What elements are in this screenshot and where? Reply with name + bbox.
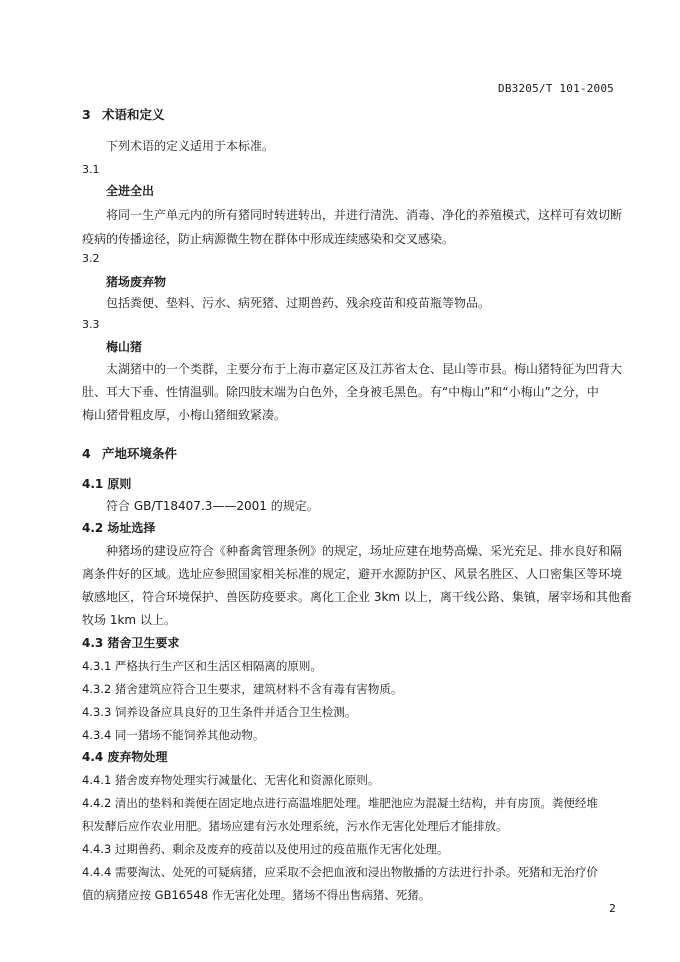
term-title: 梅山猪 [106, 340, 143, 354]
subsection-heading: 4.2 场址选择 [82, 521, 156, 535]
paragraph-line: 下列术语的定义适用于本标准。 [106, 139, 275, 153]
clause-line: 值的病猪应按 GB16548 作无害化处理。猪场不得出售病猪、死猪。 [82, 888, 431, 902]
paragraph-line: 包括粪便、垫料、污水、病死猪、过期兽药、残余疫苗和疫苗瓶等物品。 [106, 296, 491, 310]
term-title: 猪场废弃物 [106, 275, 167, 289]
subsection-heading: 4.1 原则 [82, 477, 132, 491]
section-number: 4 [82, 446, 91, 461]
clause-line: 4.3.1 严格执行生产区和生活区相隔离的原则。 [82, 659, 322, 673]
paragraph-line: 符合 GB/T18407.3——2001 的规定。 [106, 499, 319, 513]
paragraph-line: 敏感地区，符合环境保护、兽医防疫要求。离化工企业 3km 以上，离干线公路、集镇，屠宰场和其他畜 [82, 590, 632, 604]
paragraph-line: 将同一生产单元内的所有猪同时转进转出，并进行清洗、消毒、净化的养殖模式，这样可有效切断 [106, 208, 623, 222]
paragraph-line: 肚、耳大下垂、性情温驯。除四肢末端为白色外，全身被毛黑色。有“中梅山”和“小梅山”之分，中 [82, 385, 599, 399]
paragraph-line: 疫病的传播途径，防止病源微生物在群体中形成连续感染和交叉感染。 [82, 232, 455, 246]
paragraph-line: 离条件好的区域。选址应参照国家相关标准的规定，避开水源防护区、风景名胜区、人口密集区等环境 [82, 567, 623, 581]
document-code: DB3205/T 101-2005 [498, 82, 614, 95]
term-title: 全进全出 [106, 184, 155, 198]
paragraph-line: 梅山猪骨粗皮厚，小梅山猪细致紧凑。 [82, 408, 287, 422]
clause-line: 4.4.4 需要淘汰、处死的可疑病猪，应采取不会把血液和浸出物散播的方法进行扑杀。死猪和无治疗价 [82, 865, 598, 879]
section-4-heading [82, 447, 177, 461]
paragraph-line: 牧场 1km 以上。 [82, 613, 176, 627]
term-number: 3.2 [82, 252, 100, 265]
subsection-heading: 4.3 猪舍卫生要求 [82, 636, 180, 650]
clause-line: 4.3.3 饲养设备应具良好的卫生条件并适合卫生检测。 [82, 705, 357, 719]
clause-line: 4.3.2 猪舍建筑应符合卫生要求，建筑材料不含有毒有害物质。 [82, 682, 403, 696]
paragraph-line: 种猪场的建设应符合《种畜禽管理条例》的规定，场址应建在地势高燥、采光充足、排水良好和隔 [106, 544, 623, 558]
section-3-heading [82, 108, 165, 122]
subsection-heading: 4.4 废弃物处理 [82, 750, 168, 764]
section-title: 术语和定义 [102, 107, 165, 122]
clause-line: 4.4.2 清出的垫料和粪便在固定地点进行高温堆肥处理。堆肥池应为混凝土结构，并有房顶。粪便经堆 [82, 796, 598, 810]
section-number: 3 [82, 107, 91, 122]
clause-line: 积发酵后应作农业用肥。猪场应建有污水处理系统，污水作无害化处理后才能排放。 [82, 819, 508, 833]
term-number: 3.1 [82, 163, 100, 176]
clause-line: 4.4.1 猪舍废弃物处理实行减量化、无害化和资源化原则。 [82, 773, 380, 787]
page-number: 2 [609, 902, 616, 915]
section-title: 产地环境条件 [102, 446, 178, 461]
clause-line: 4.4.3 过期兽药、剩余及废弃的疫苗以及使用过的疫苗瓶作无害化处理。 [82, 842, 449, 856]
clause-line: 4.3.4 同一猪场不能饲养其他动物。 [82, 728, 265, 742]
term-number: 3.3 [82, 318, 100, 331]
paragraph-line: 太湖猪中的一个类群，主要分布于上海市嘉定区及江苏省太仓、昆山等市县。梅山猪特征为凹背大 [106, 362, 623, 376]
